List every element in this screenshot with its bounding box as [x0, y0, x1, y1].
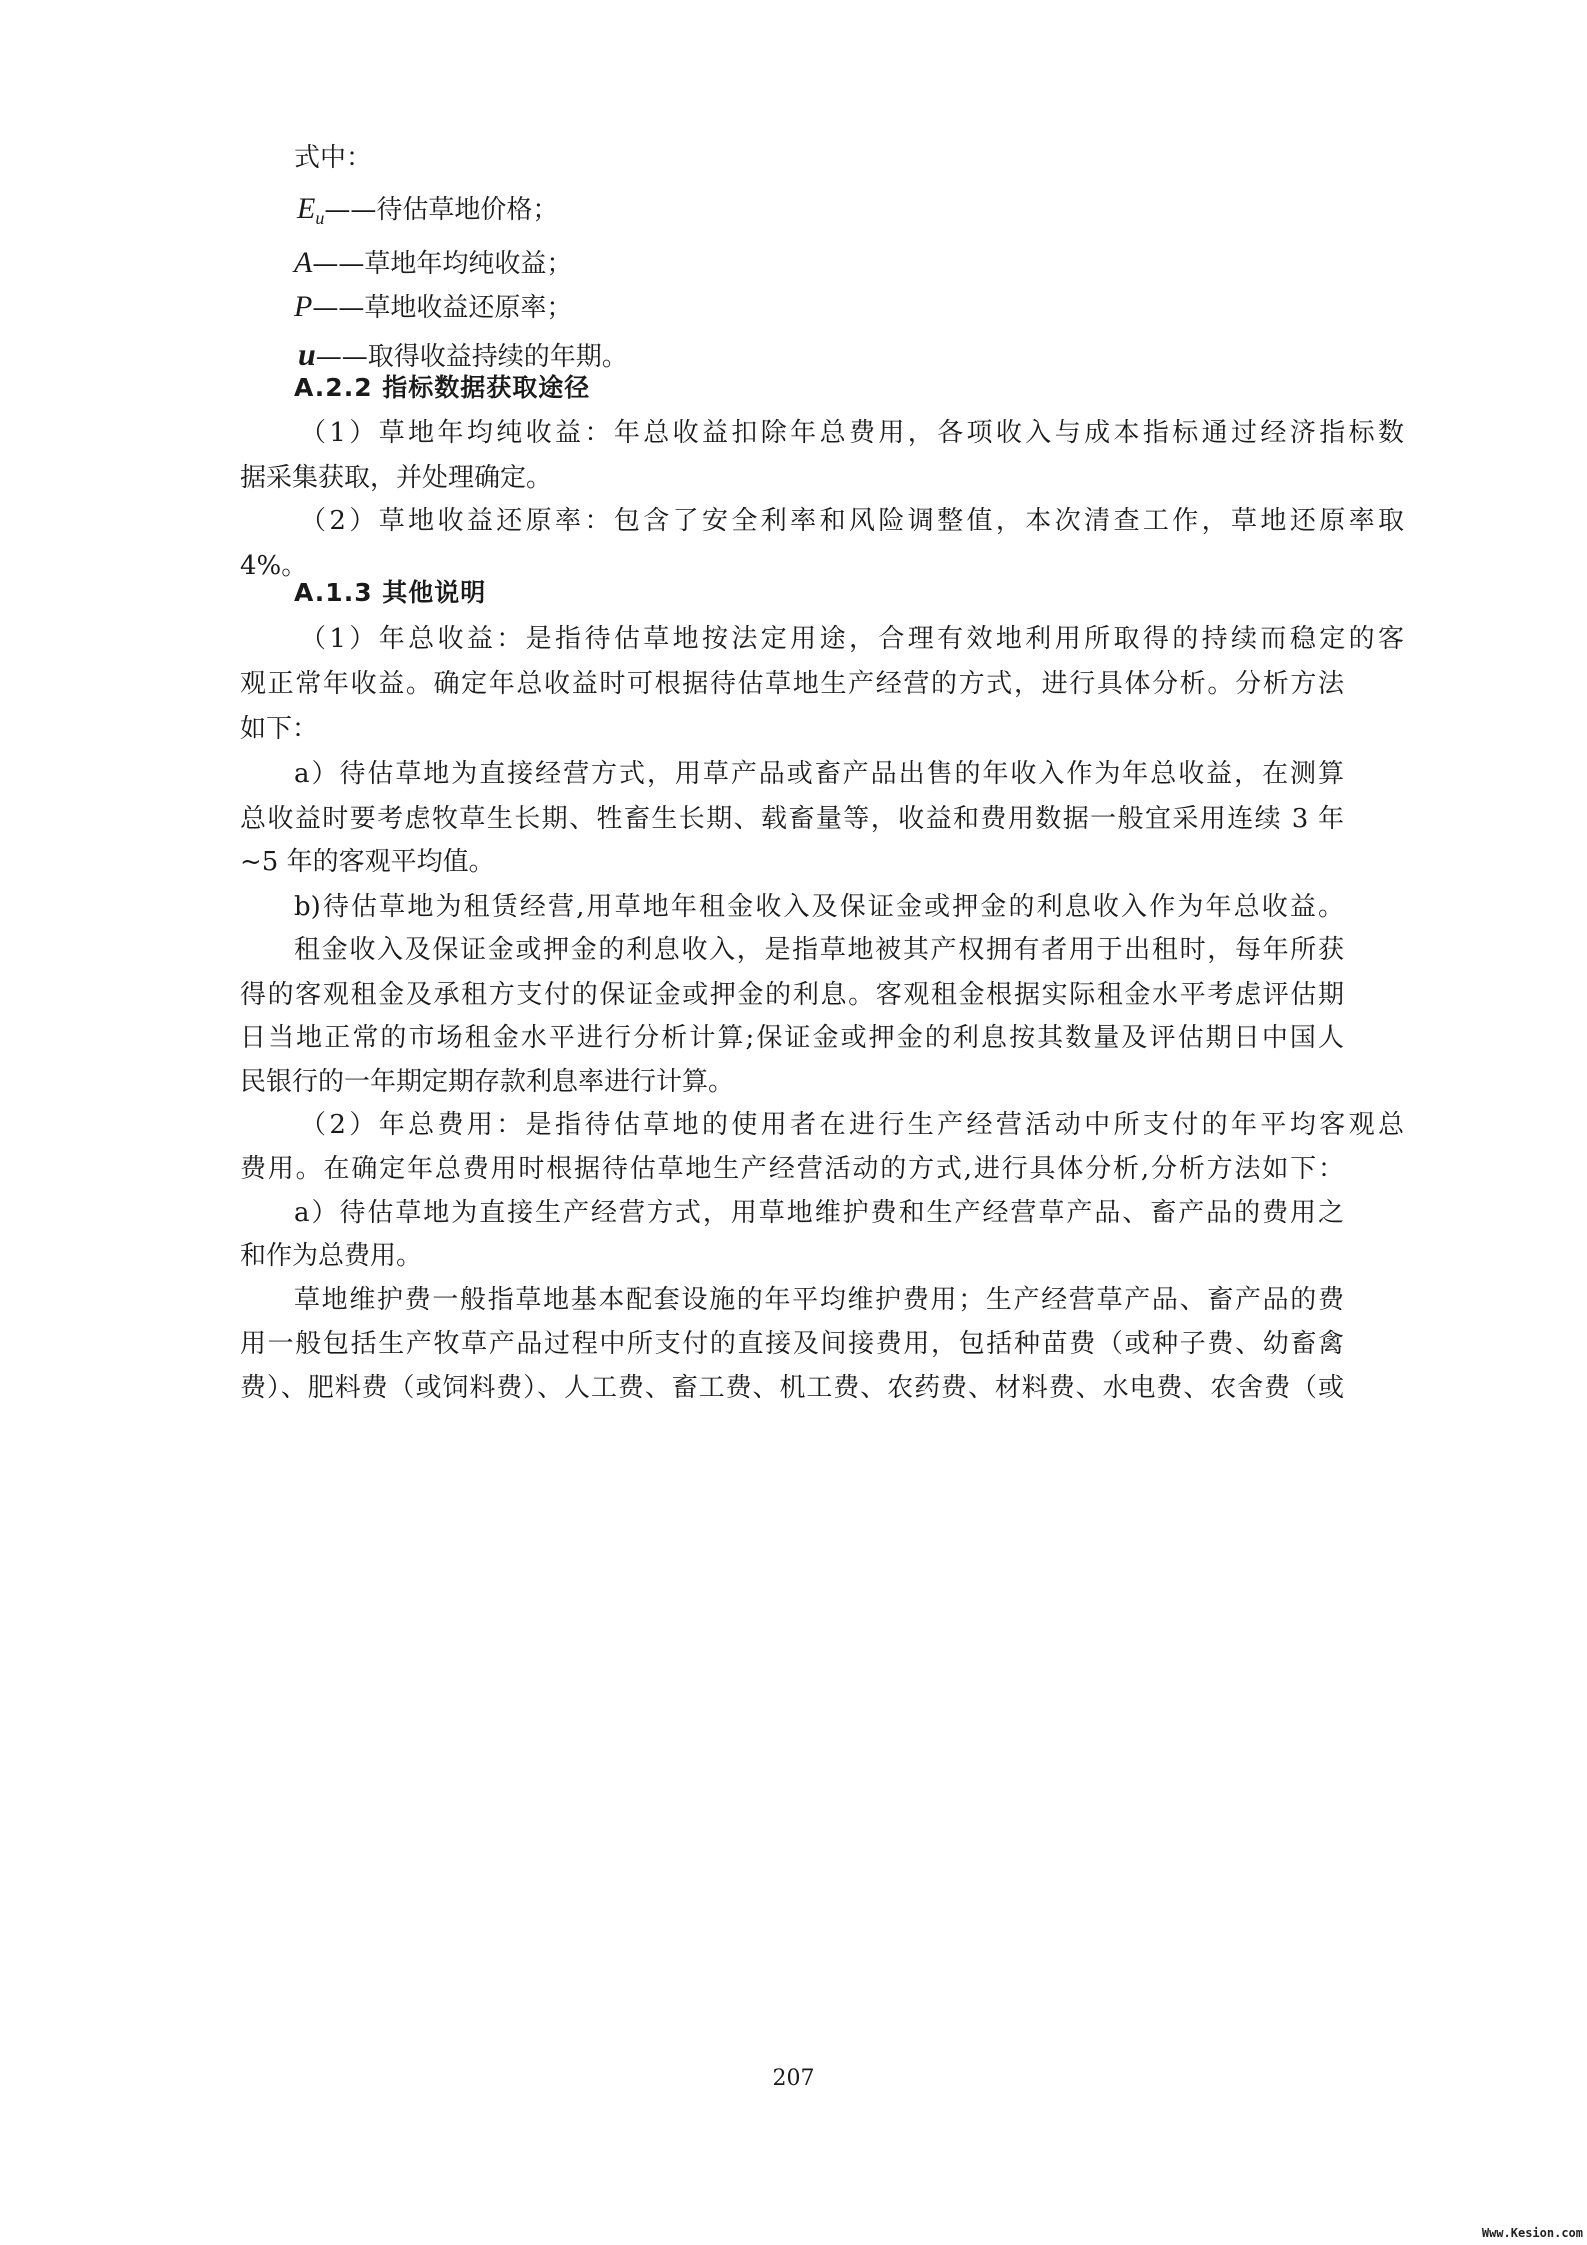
paragraph-line: 用一般包括生产牧草产品过程中所支付的直接及间接费用，包括种苗费（或种子费、幼畜禽 — [240, 1329, 1344, 1359]
page-number: 207 — [772, 2066, 815, 2091]
definitions-intro: 式中： — [294, 143, 373, 173]
paragraph-line: ~5 年的客观平均值。 — [240, 847, 495, 877]
paragraph-line: 得的客观租金及承租方支付的保证金或押金的利息。客观租金根据实际租金水平考虑评估期 — [240, 980, 1344, 1010]
paragraph-line: 草地维护费一般指草地基本配套设施的年平均维护费用；生产经营草产品、畜产品的费 — [294, 1285, 1344, 1315]
section-heading-a13: A.1.3 其他说明 — [294, 578, 487, 607]
paragraph-line: b)待估草地为租赁经营,用草地年租金收入及保证金或押金的利息收入作为年总收益。 — [294, 892, 1344, 922]
paragraph-line: 费用。在确定年总费用时根据待估草地生产经营活动的方式,进行具体分析,分析方法如下： — [240, 1154, 1344, 1184]
variable-symbol: u — [298, 336, 316, 372]
paragraph-line: （1）年总收益：是指待估草地按法定用途，合理有效地利用所取得的持续而稳定的客 — [300, 624, 1404, 654]
variable-symbol: $E_u$ — [297, 192, 325, 228]
definition-item — [298, 338, 1402, 370]
paragraph-line: 4%。 — [240, 551, 308, 581]
definition-text: ——取得收益持续的年期。 — [315, 342, 628, 372]
definition-item — [294, 248, 1398, 278]
paragraph-line: 据采集获取，并处理确定。 — [240, 463, 553, 493]
paragraph-line: 观正常年收益。确定年总收益时可根据待估草地生产经营的方式，进行具体分析。分析方法 — [240, 669, 1344, 699]
definition-text: ——草地年均纯收益； — [312, 249, 573, 279]
paragraph-line: 费）、肥料费（或饲料费）、人工费、畜工费、机工费、农药费、材料费、水电费、农舍费（或 — [240, 1373, 1344, 1403]
paragraph-line: 和作为总费用。 — [240, 1241, 423, 1271]
definition-text: ——草地收益还原率； — [312, 293, 573, 323]
paragraph-line: （2）年总费用：是指待估草地的使用者在进行生产经营活动中所支付的年平均客观总 — [300, 1110, 1404, 1140]
definition-item — [297, 194, 1401, 227]
section-heading-a22: A.2.2 指标数据获取途径 — [294, 373, 591, 402]
variable-symbol: A — [294, 246, 313, 279]
paragraph-line: 租金收入及保证金或押金的利息收入，是指草地被其产权拥有者用于出租时，每年所获 — [294, 935, 1344, 965]
variable-symbol: P — [294, 290, 313, 323]
paragraph-line: （2）草地收益还原率：包含了安全利率和风险调整值，本次清查工作，草地还原率取 — [300, 506, 1404, 536]
paragraph-line: a）待估草地为直接经营方式，用草产品或畜产品出售的年收入作为年总收益，在测算 — [294, 759, 1344, 789]
watermark: Www.Kesion.com — [1481, 2226, 1583, 2240]
paragraph-line: 民银行的一年期定期存款利息率进行计算。 — [240, 1067, 735, 1097]
paragraph-line: a）待估草地为直接生产经营方式，用草地维护费和生产经营草产品、畜产品的费用之 — [294, 1198, 1344, 1228]
paragraph-line: （1）草地年均纯收益：年总收益扣除年总费用，各项收入与成本指标通过经济指标数 — [300, 418, 1404, 448]
definition-text: ——待估草地价格； — [324, 195, 559, 225]
paragraph-line: 总收益时要考虑牧草生长期、牲畜生长期、载畜量等，收益和费用数据一般宜采用连续 3 年 — [240, 804, 1344, 834]
paragraph-line: 日当地正常的市场租金水平进行分析计算;保证金或押金的利息按其数量及评估期日中国人 — [240, 1023, 1344, 1053]
definition-item — [294, 292, 1398, 322]
paragraph-line: 如下： — [240, 714, 319, 744]
